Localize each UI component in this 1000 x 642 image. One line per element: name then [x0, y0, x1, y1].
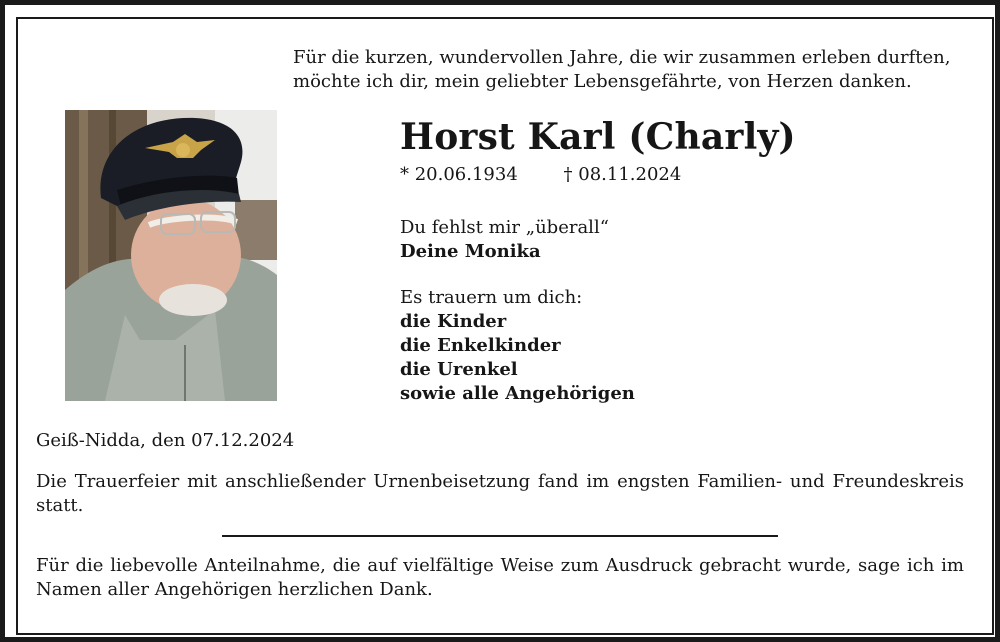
mourner-item: sowie alle Angehörigen — [400, 383, 635, 404]
dedication-line-2: möchte ich dir, mein geliebter Lebensgefährte, von Herzen danken. — [293, 71, 912, 92]
mourner-item: die Enkelkinder — [400, 335, 561, 356]
funeral-note: Die Trauerfeier mit anschließender Urnenbeisetzung fand im engsten Familien- und Freundeskreis statt. — [36, 471, 964, 516]
death-date: † 08.11.2024 — [563, 164, 682, 185]
dedication-text — [293, 46, 950, 94]
mourners-intro: Es trauern um dich: — [400, 287, 583, 308]
mourners-block — [400, 286, 635, 406]
personal-message-line: Du fehlst mir „überall“ — [400, 217, 609, 238]
mourner-item: die Kinder — [400, 311, 507, 332]
divider-rule — [222, 535, 778, 537]
portrait-photo — [65, 110, 277, 401]
personal-message — [400, 216, 609, 264]
place-date: Geiß-Nidda, den 07.12.2024 — [36, 430, 295, 451]
thanks-text: Für die liebevolle Anteilnahme, die auf vielfältige Weise zum Ausdruck gebracht wurde, sage ich im Namen aller Angehörigen herzlichen Dank. — [36, 555, 964, 600]
mourner-item: die Urenkel — [400, 359, 518, 380]
birth-date: * 20.06.1934 — [400, 164, 518, 185]
personal-signature: Deine Monika — [400, 241, 541, 262]
deceased-name: Horst Karl (Charly) — [400, 116, 796, 158]
life-dates — [400, 164, 681, 185]
dedication-line-1: Für die kurzen, wundervollen Jahre, die wir zusammen erleben durften, — [293, 47, 951, 68]
